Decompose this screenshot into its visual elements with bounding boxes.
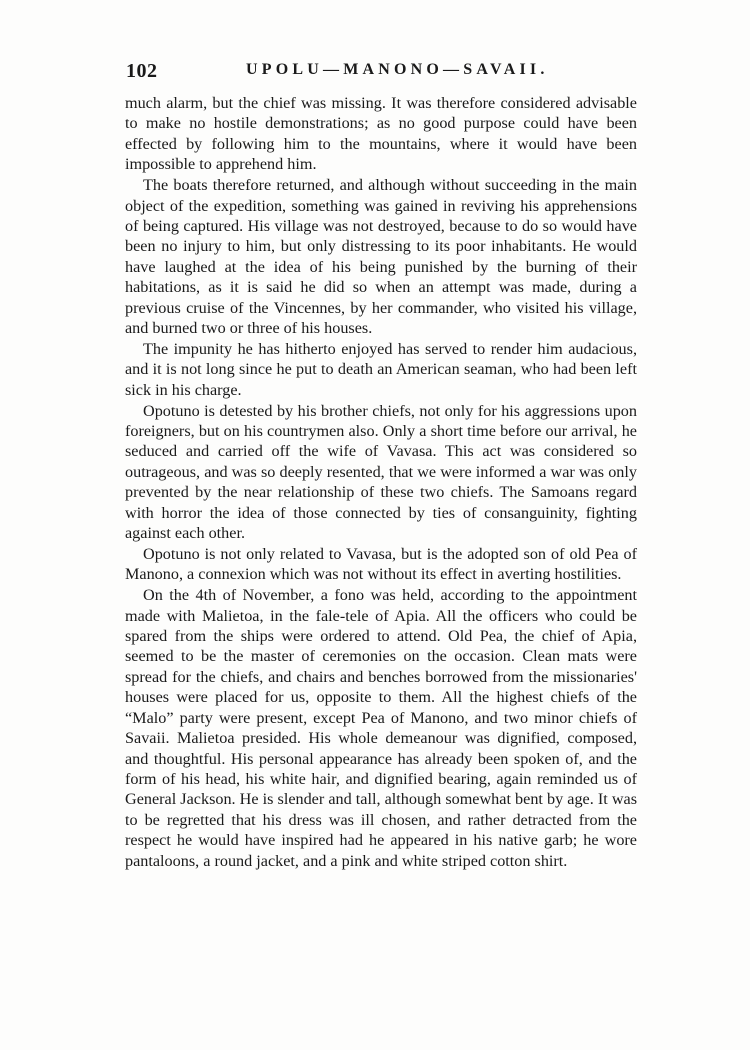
paragraph-4: Opotuno is detested by his brother chiefs, not only for his aggressions upon foreigners, but on his countrymen also. Only a short time before our arrival, he seduced and carried off the wife of Vavasa. This act was considered so outrageous, and was so deeply resented, that we were informed a war was only prevented by the near relationship of these two chiefs. The Samoans regard with horror the idea of those connected by ties of consanguinity, fighting against each other. [125,401,637,543]
body-text [125,93,637,871]
paragraph-2: The boats therefore returned, and although without succeeding in the main object of the expedition, something was gained in reviving his apprehensions of being captured. His village was not destroyed, because to do so would have been no injury to him, but only distressing to its poor inhabitants. He would have laughed at the idea of his being punished by the burning of their habitations, as it is said he did so when an attempt was made, during a previous cruise of the Vincennes, by her commander, who visited his village, and burned two or three of his houses. [125,176,637,337]
paragraph-1: much alarm, but the chief was missing. It was therefore considered advisable to make no hostile demonstrations; as no good purpose could have been effected by following him to the mountains, where it would have been impossible to apprehend him. [125,94,637,174]
paragraph-3: The impunity he has hitherto enjoyed has served to render him audacious, and it is not long since he put to death an American seaman, who had been left sick in his charge. [125,339,637,399]
page-header [126,58,638,88]
running-head: UPOLU—MANONO—SAVAII. [246,61,549,78]
page-number: 102 [126,60,158,82]
paragraph-5: Opotuno is not only related to Vavasa, but is the adopted son of old Pea of Manono, a connexion which was not without its effect in averting hostilities. [125,544,637,584]
paragraph-6: On the 4th of November, a fono was held, according to the appointment made with Malietoa, in the fale-tele of Apia. All the officers who could be spared from the ships were ordered to attend. Old Pea, the chief of Apia, seemed to be the master of ceremonies on the occasion. Clean mats were spread for the chiefs, and chairs and benches borrowed from the missionaries' houses were placed for us, opposite to them. All the highest chiefs of the “Malo” party were present, except Pea of Manono, and two minor chiefs of Savaii. Malietoa presided. His whole demeanour was dignified, composed, and thoughtful. His personal appearance has already been spoken of, and the form of his head, his white hair, and dignified bearing, again reminded us of General Jackson. He is slender and tall, although somewhat bent by age. It was to be regretted that his dress was ill chosen, and rather detracted from the respect he would have inspired had he appeared in his native garb; he wore pantaloons, a round jacket, and a pink and white striped cotton shirt. [125,586,637,870]
